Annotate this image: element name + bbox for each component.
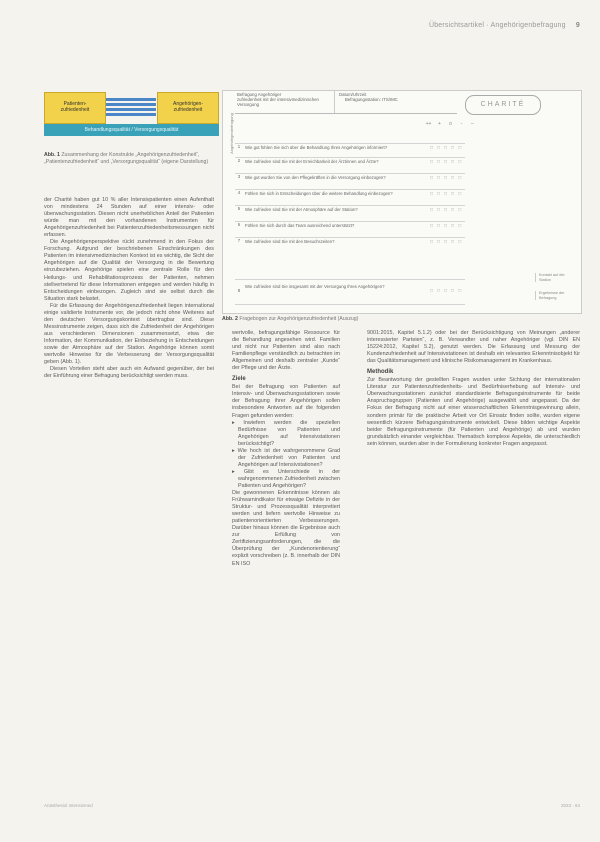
running-title: Übersichtsartikel · Angehörigenbefragung bbox=[428, 22, 566, 29]
question-text: Fühlen Sie sich durch das Team ausreichend unterstützt? bbox=[245, 223, 355, 228]
section-heading-ziele: Ziele bbox=[232, 376, 246, 383]
bullet-text: Inwiefern werden die speziellen Bedürfnisse von Patienten und Angehörigen auf Intensivstationen berücksichtigt? bbox=[238, 419, 340, 447]
figure-1 bbox=[44, 92, 219, 142]
questionnaire-meta: Datum/Uhrzeit Befragungsstation: ITS/IMC bbox=[339, 92, 398, 102]
bullet-item: ▸ Wie hoch ist der wahrgenommene Grad der Zufriedenheit von Patienten und Angehörigen auf Intensivstationen? bbox=[232, 447, 340, 468]
question-text: Wie zufrieden sind Sie mit den Besuchszeiten? bbox=[245, 239, 335, 244]
question-text: Wie gut wurden Sie von den Pflegekräften in die Versorgung einbezogen? bbox=[245, 175, 386, 180]
checkboxes: □□□□□ bbox=[430, 175, 466, 181]
paragraph: Diesen Vorteilen steht aber auch ein Aufwand gegenüber, der bei der Einführung einer Befragung berücksichtigt werden muss. bbox=[44, 366, 214, 380]
checkboxes: □□□□□ bbox=[430, 223, 466, 229]
checkboxes: □□□□□ bbox=[430, 239, 466, 245]
question-row bbox=[235, 173, 465, 188]
question-row bbox=[235, 221, 465, 236]
paragraph: 9001:2015, Kapitel 5.1.2) oder bei der Berücksichtigung von Meinungen „anderer interessierter Parteien“, z. B. Verwandter und naher Angehöriger (vgl. DIN EN 15224:2012, Kapitel 5.2), genutzt werden. Die Erfassung und Messung der Kundenzufriedenheit auf Intensivstationen ist deshalb ein relevantes Erkenntnisobjekt für das Qualitätsmanagement und klinische Risikomanagement im Krankenhaus. bbox=[367, 330, 580, 365]
paragraph: Für die Erfassung der Angehörigenzufriedenheit liegen international einige validierte Instrumente vor, die jedoch nicht ohne Weiteres auf den deutschen Versorgungskontext übertragbar sind. Diese Messinstrumente zeigen, dass sich die Zufriedenheit der Angehörigen aus verschiedenen Dimensionen zusammensetzt, etwa der Information, der Kommunikation, der Einbeziehung in Entscheidungen sowie der Atmosphäre auf der Station. Angehörige können somit wertvolle Hinweise für die Verbesserung der Versorgungsqualität geben (Abb. 1). bbox=[44, 302, 214, 366]
question-row bbox=[235, 237, 465, 252]
question-number: 5 bbox=[237, 206, 241, 211]
box-care-quality: Behandlungsqualität / Versorgungsqualität bbox=[44, 124, 219, 136]
checkboxes: □□□□□ bbox=[430, 191, 466, 197]
text-column-3 bbox=[367, 330, 580, 448]
question-text: Wie zufrieden sind Sie insgesamt mit der Versorgung Ihres Angehörigen? bbox=[245, 284, 385, 289]
question-row bbox=[235, 143, 465, 156]
scale-3: o bbox=[449, 121, 452, 127]
question-number: 6 bbox=[237, 222, 241, 227]
legend-contact: Kontakt auf der Station bbox=[535, 273, 577, 282]
bullet-item: ▸ Gibt es Unterschiede in der wahrgenommenen Zufriedenheit zwischen Patienten und Angehörigen? bbox=[232, 468, 340, 489]
question-number: 2 bbox=[237, 158, 241, 163]
charite-logo: CHARITÉ bbox=[465, 95, 541, 115]
paragraph: der Charité haben gut 10 % aller Intensivpatienten einen Aufenthalt von mindestens 24 Stunden auf einer intensiv- oder überwachungsstation. Diesen nicht unerheblichen Anteil der Patienten würde man mit den vorhandenen Instrumenten für Angehörigenzufriedenheit bei Patientenzufriedenheitsmessungen nicht erfassen. bbox=[44, 197, 214, 239]
arrow-bars bbox=[106, 98, 156, 116]
question-row bbox=[235, 205, 465, 220]
paragraph: wertvolle, befragungsfähige Ressource für die Behandlung angesehen wird. Familien und nicht nur Patienten sind also nach Familienpflege verständlich zu betrachten im Allgemeinen und deshalb zentraler „Kunde“ der Pflege und der Ärzte. bbox=[232, 330, 340, 372]
box-relative-satisfaction: Angehörigen- zufriedenheit bbox=[157, 92, 219, 124]
figure-2-questionnaire bbox=[222, 90, 582, 314]
question-row bbox=[235, 189, 465, 204]
page-number: 9 bbox=[575, 22, 580, 29]
figure-2-caption bbox=[222, 316, 522, 323]
questionnaire-side-label: Angehörigenbefragung bbox=[228, 113, 234, 154]
running-header bbox=[429, 22, 580, 29]
caption-label: Abb. 1 bbox=[44, 152, 60, 158]
question-number: 8 bbox=[237, 288, 241, 293]
questionnaire-header bbox=[235, 91, 457, 114]
question-number: 7 bbox=[237, 238, 241, 243]
footer-issue: 2023 · 64 bbox=[560, 803, 580, 808]
scale-1: ++ bbox=[425, 121, 432, 127]
caption-text: Zusammenhang der Konstrukte „Angehörigenzufriedenheit“, „Patientenzufriedenheit“ und „Versorgungsqualität“ (eigene Darstellung) bbox=[44, 152, 209, 165]
question-text: Wie gut fühlen Sie sich über die Behandlung Ihres Angehörigen informiert? bbox=[245, 145, 388, 150]
bullet-text: Gibt es Unterschiede in der wahrgenommenen Zufriedenheit zwischen Patienten und Angehörigen? bbox=[238, 468, 340, 489]
checkboxes: □□□□□ bbox=[430, 288, 466, 294]
footer-journal: Anästhesiol Intensivmed bbox=[44, 803, 93, 808]
checkboxes: □□□□□ bbox=[430, 145, 466, 151]
box-patient-satisfaction: Patienten- zufriedenheit bbox=[44, 92, 106, 124]
bullet-item: ▸ Inwiefern werden die speziellen Bedürfnisse von Patienten und Angehörigen auf Intensivstationen berücksichtigt? bbox=[232, 419, 340, 447]
scale-2: + bbox=[438, 121, 441, 127]
scale-5: -- bbox=[470, 121, 475, 127]
bullet-text: Wie hoch ist der wahrgenommene Grad der Zufriedenheit von Patienten und Angehörigen auf Intensivstationen? bbox=[237, 447, 340, 468]
caption-text: Fragebogen zur Angehörigenzufriedenheit (Auszug) bbox=[239, 316, 359, 322]
figure-1-caption bbox=[44, 152, 214, 165]
question-text: Wie zufrieden sind Sie mit der Erreichbarkeit der Ärztinnen und Ärzte? bbox=[245, 159, 379, 164]
question-number: 1 bbox=[237, 144, 241, 149]
legend-results: Ergebnisse der Befragung bbox=[535, 291, 577, 300]
question-number: 4 bbox=[237, 190, 241, 195]
checkboxes: □□□□□ bbox=[430, 159, 466, 165]
text-column-2 bbox=[232, 330, 340, 568]
rating-scale bbox=[423, 121, 478, 127]
paragraph: Zur Beantwortung der gestellten Fragen wurden unter Sichtung der internationalen Literatur zur Patientenzufriedenheits- und Bedürfniserhebung auf Intensiv- und Überwachungsstationen zunächst standardisierte Befragungsinstrumente für beide Anspruchsgruppen (Patienten und Angehörige) ausgewählt und angepasst. Da der Fokus der Befragung nicht auf einer wissenschaftlichen Erkenntnisgewinnung allein, sondern primär für die praktische Arbeit vor Ort Einsatz finden sollte, wurden eigene wesentlich kürzere Befragungsinstrumente entwickelt. Diese bilden wichtige Aspekte beider Befragungsinstrumente (für Patienten und Angehörige) ab und wurden grundsätzlich einander vergleichbar. Thematisch komplexe Aspekte, die unterschiedlich sein können, wurden aber in der Formulierung konkreter Fragen angepasst. bbox=[367, 377, 580, 447]
questionnaire-title: Befragung Angehöriger zufriedenheit mit der intensivmedizinischen Versorgung bbox=[235, 91, 335, 113]
paragraph: Die Angehörigenperspektive rückt zunehmend in den Fokus der Forschung. Aufgrund der beschriebenen Einschränkungen des Patienten im intensivmedizinischen Kontext ist es wichtig, die Sicht der Angehörigen auf die Qualität der Versorgung in die Bewertung einzubeziehen. Angehörige spielen eine zentrale Rolle für den Heilungs- und Rehabilitationsprozess der Patienten, nehmen stellvertretend für diese Informationen entgegen und werden häufig in Entscheidungen einbezogen. Zugleich sind sie selbst durch die Situation stark belastet. bbox=[44, 239, 214, 302]
checkboxes: □□□□□ bbox=[430, 207, 466, 213]
question-text: Fühlen Sie sich in Entscheidungen über die weitere Behandlung einbezogen? bbox=[245, 191, 393, 196]
caption-label: Abb. 2 bbox=[222, 316, 238, 322]
section-heading-methodik: Methodik bbox=[367, 369, 394, 376]
text-column-1 bbox=[44, 197, 214, 380]
scale-4: - bbox=[460, 121, 463, 127]
paragraph: Bei der Befragung von Patienten auf Intensiv- und Überwachungsstationen sowie der Befragung ihrer Angehörigen sollen insbesondere Antworten auf die folgenden Fragen gefunden werden: bbox=[232, 384, 340, 419]
question-row bbox=[235, 157, 465, 172]
question-row bbox=[235, 279, 465, 305]
paragraph: Die gewonnenen Erkenntnisse können als Frühwarnindikator für etwaige Defizite in der Struktur- und Prozessqualität interpretiert werden und liefern wertvolle Hinweise zu patientenorientierten Verbesserungen. Darüber hinaus können die Ergebnisse auch zur Erfüllung von Zertifizierungsanforderungen, die die Überprüfung der „Kundenorientierung“ explizit vorschreiben (z. B. innerhalb der DIN EN ISO bbox=[232, 490, 340, 567]
question-number: 3 bbox=[237, 174, 241, 179]
question-text: Wie zufrieden sind Sie mit der Atmosphäre auf der Station? bbox=[245, 207, 358, 212]
